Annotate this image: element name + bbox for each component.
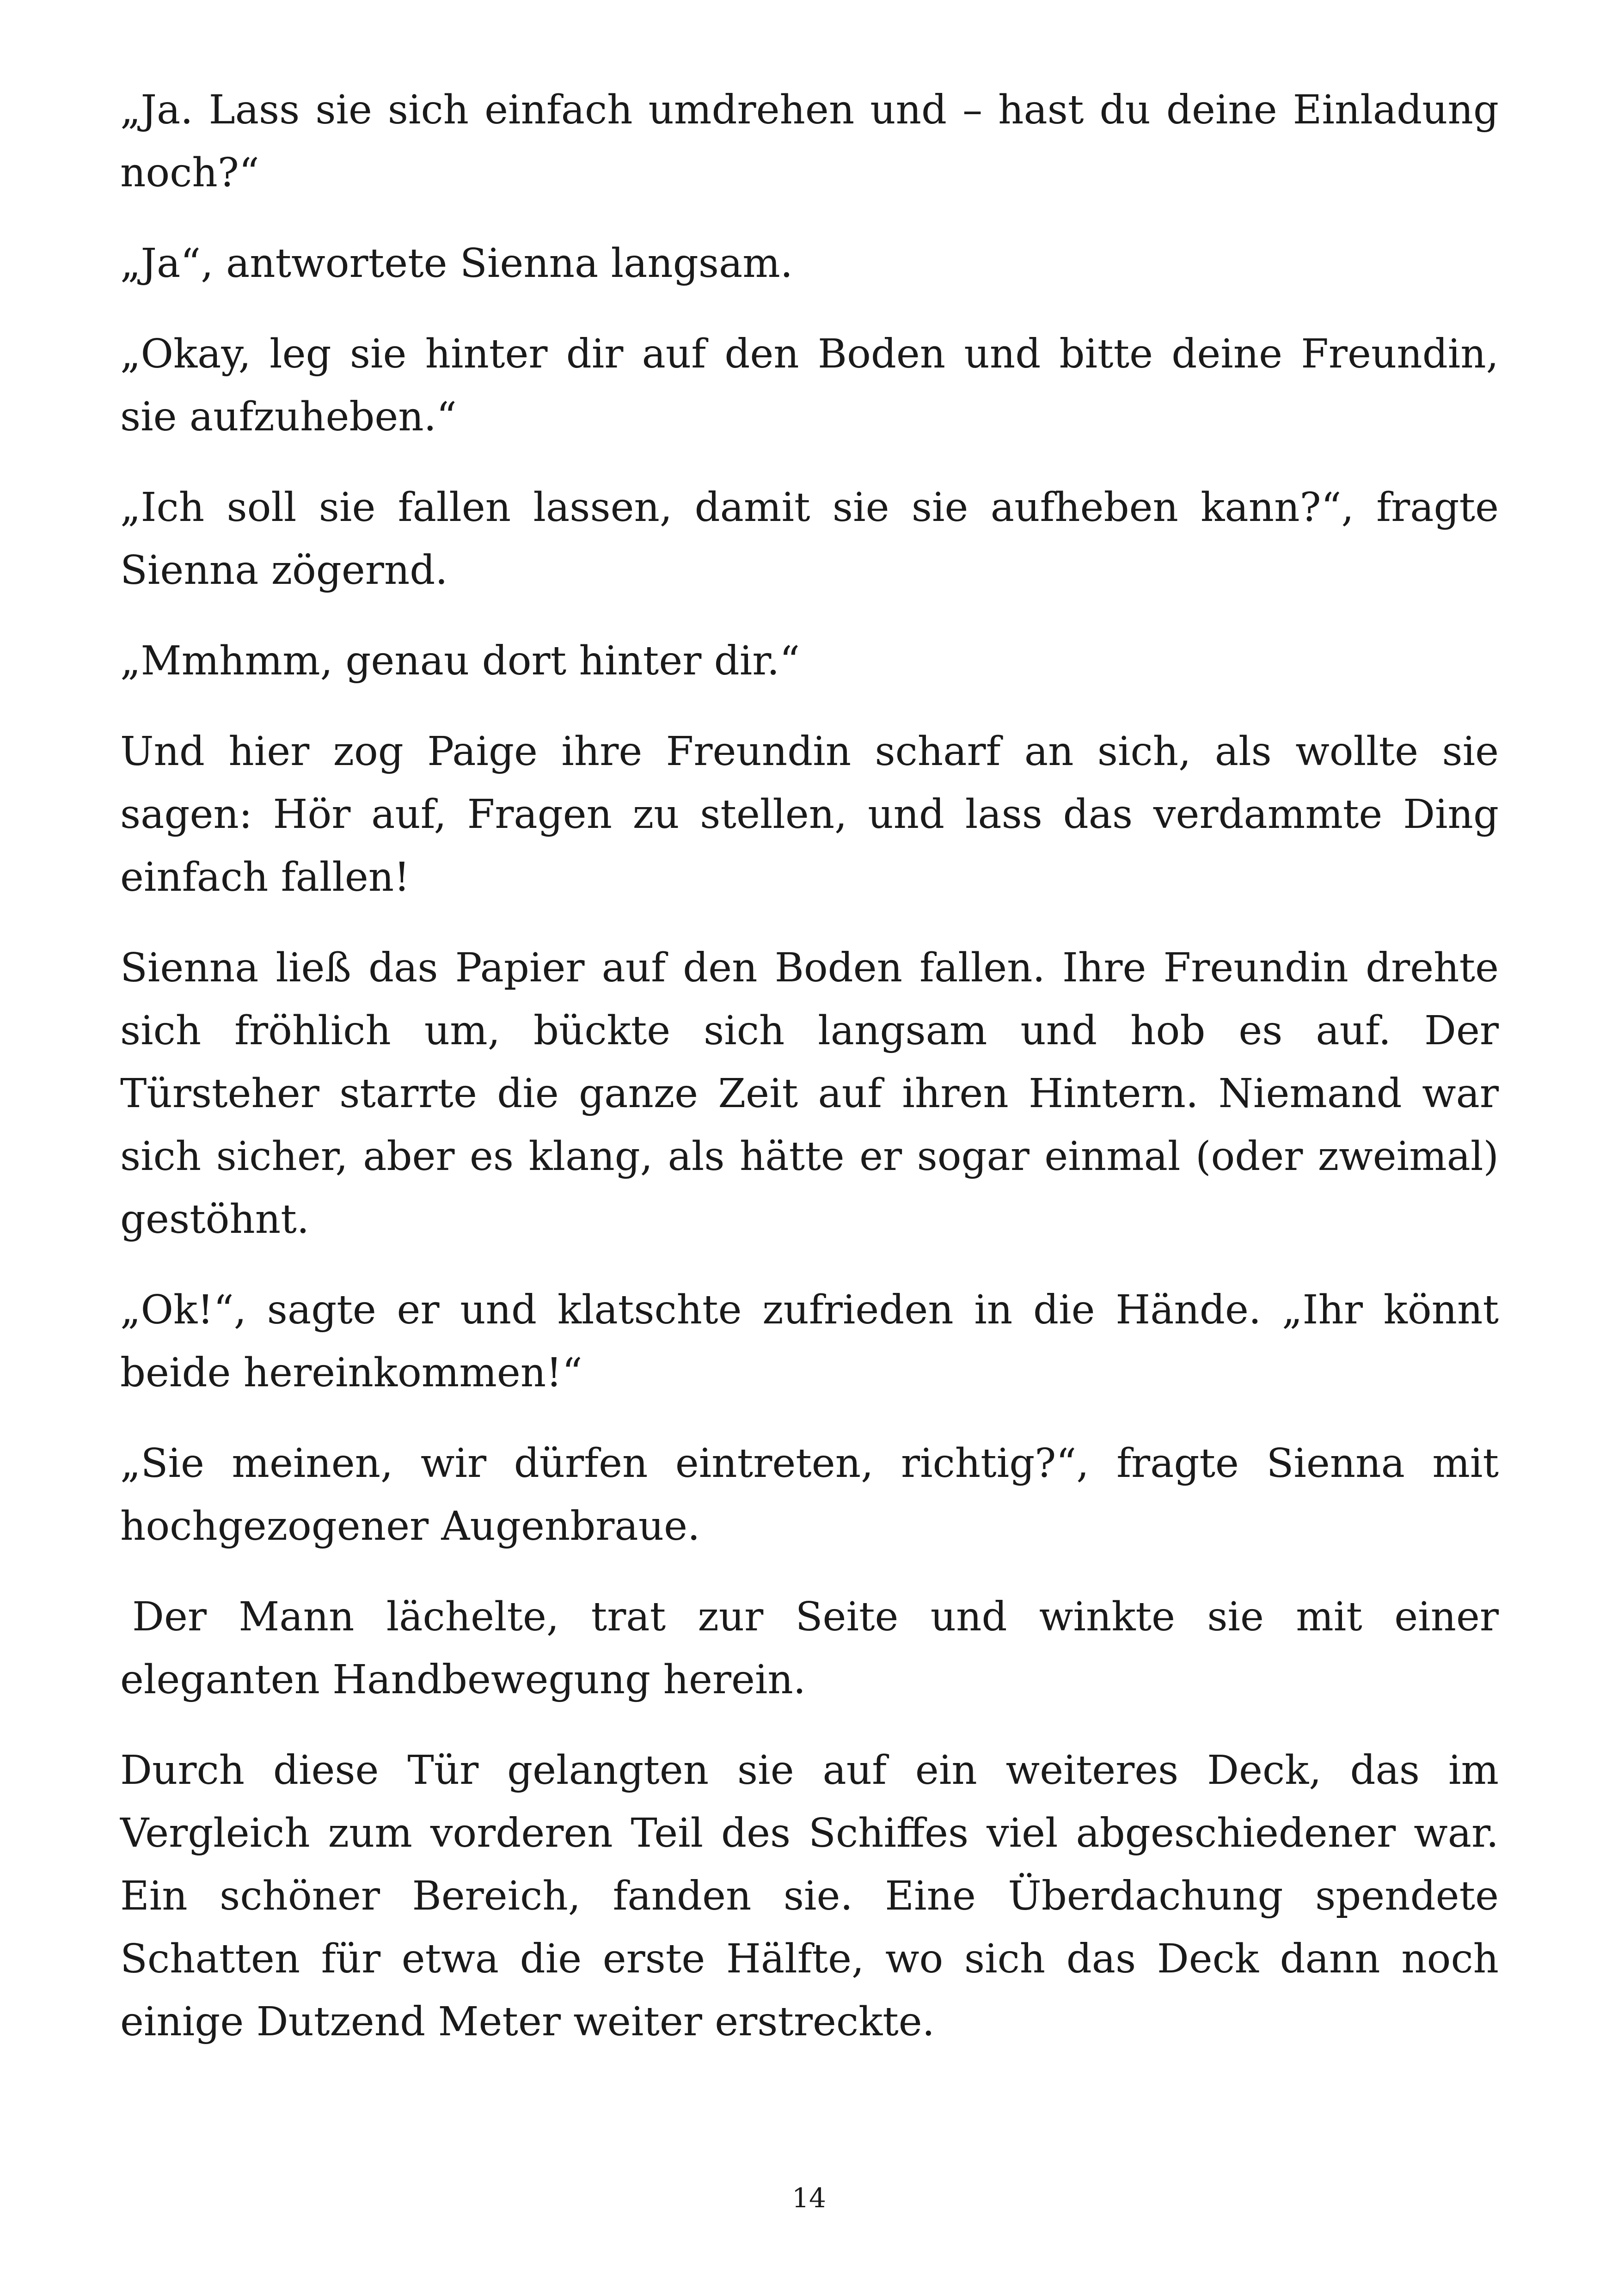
paragraph-5: „Mmhmm, genau dort hinter dir.“ — [120, 638, 800, 684]
paragraph-10: Der Mann lächelte, trat zur Seite und winkte sie mit einer eleganten Handbewegung herein. — [120, 1594, 1499, 1703]
body-text — [120, 79, 1499, 2081]
paragraph-7: Sienna ließ das Papier auf den Boden fallen. Ihre Freundin drehte sich fröhlich um, bückte sich langsam und hob es auf. Der Türsteher starrte die ganze Zeit auf ihren Hintern. Niemand war sich sicher, aber es klang, als hätte er sogar einmal (oder zweimal) gestöhnt. — [120, 945, 1499, 1243]
paragraph-6: Und hier zog Paige ihre Freundin scharf an sich, als wollte sie sagen: Hör auf, Fragen zu stellen, und lass das verdammte Ding einfach fallen! — [120, 729, 1499, 900]
page-number: 14 — [792, 2182, 826, 2214]
paragraph-8: „Ok!“, sagte er und klatschte zufrieden in die Hände. „Ihr könnt beide hereinkommen!“ — [120, 1287, 1499, 1396]
paragraph-4: „Ich soll sie fallen lassen, damit sie sie aufheben kann?“, fragte Sienna zögernd. — [120, 484, 1499, 594]
paragraph-2: „Ja“, antwortete Sienna langsam. — [120, 240, 793, 287]
paragraph-3: „Okay, leg sie hinter dir auf den Boden und bitte deine Freundin, sie aufzuheben.“ — [120, 331, 1499, 440]
paragraph-1: „Ja. Lass sie sich einfach umdrehen und – hast du deine Einladung noch?“ — [120, 87, 1499, 196]
paragraph-11: Durch diese Tür gelangten sie auf ein weiteres Deck, das im Vergleich zum vorderen Teil des Schiffes viel abgeschiedener war. Ein schöner Bereich, fanden sie. Eine Überdachung spendete Schatten für etwa die erste Hälfte, wo sich das Deck dann noch einige Dutzend Meter weiter erstreckte. — [120, 1747, 1499, 2045]
paragraph-9: „Sie meinen, wir dürfen eintreten, richtig?“, fragte Sienna mit hochgezogener Augenbraue. — [120, 1440, 1499, 1549]
